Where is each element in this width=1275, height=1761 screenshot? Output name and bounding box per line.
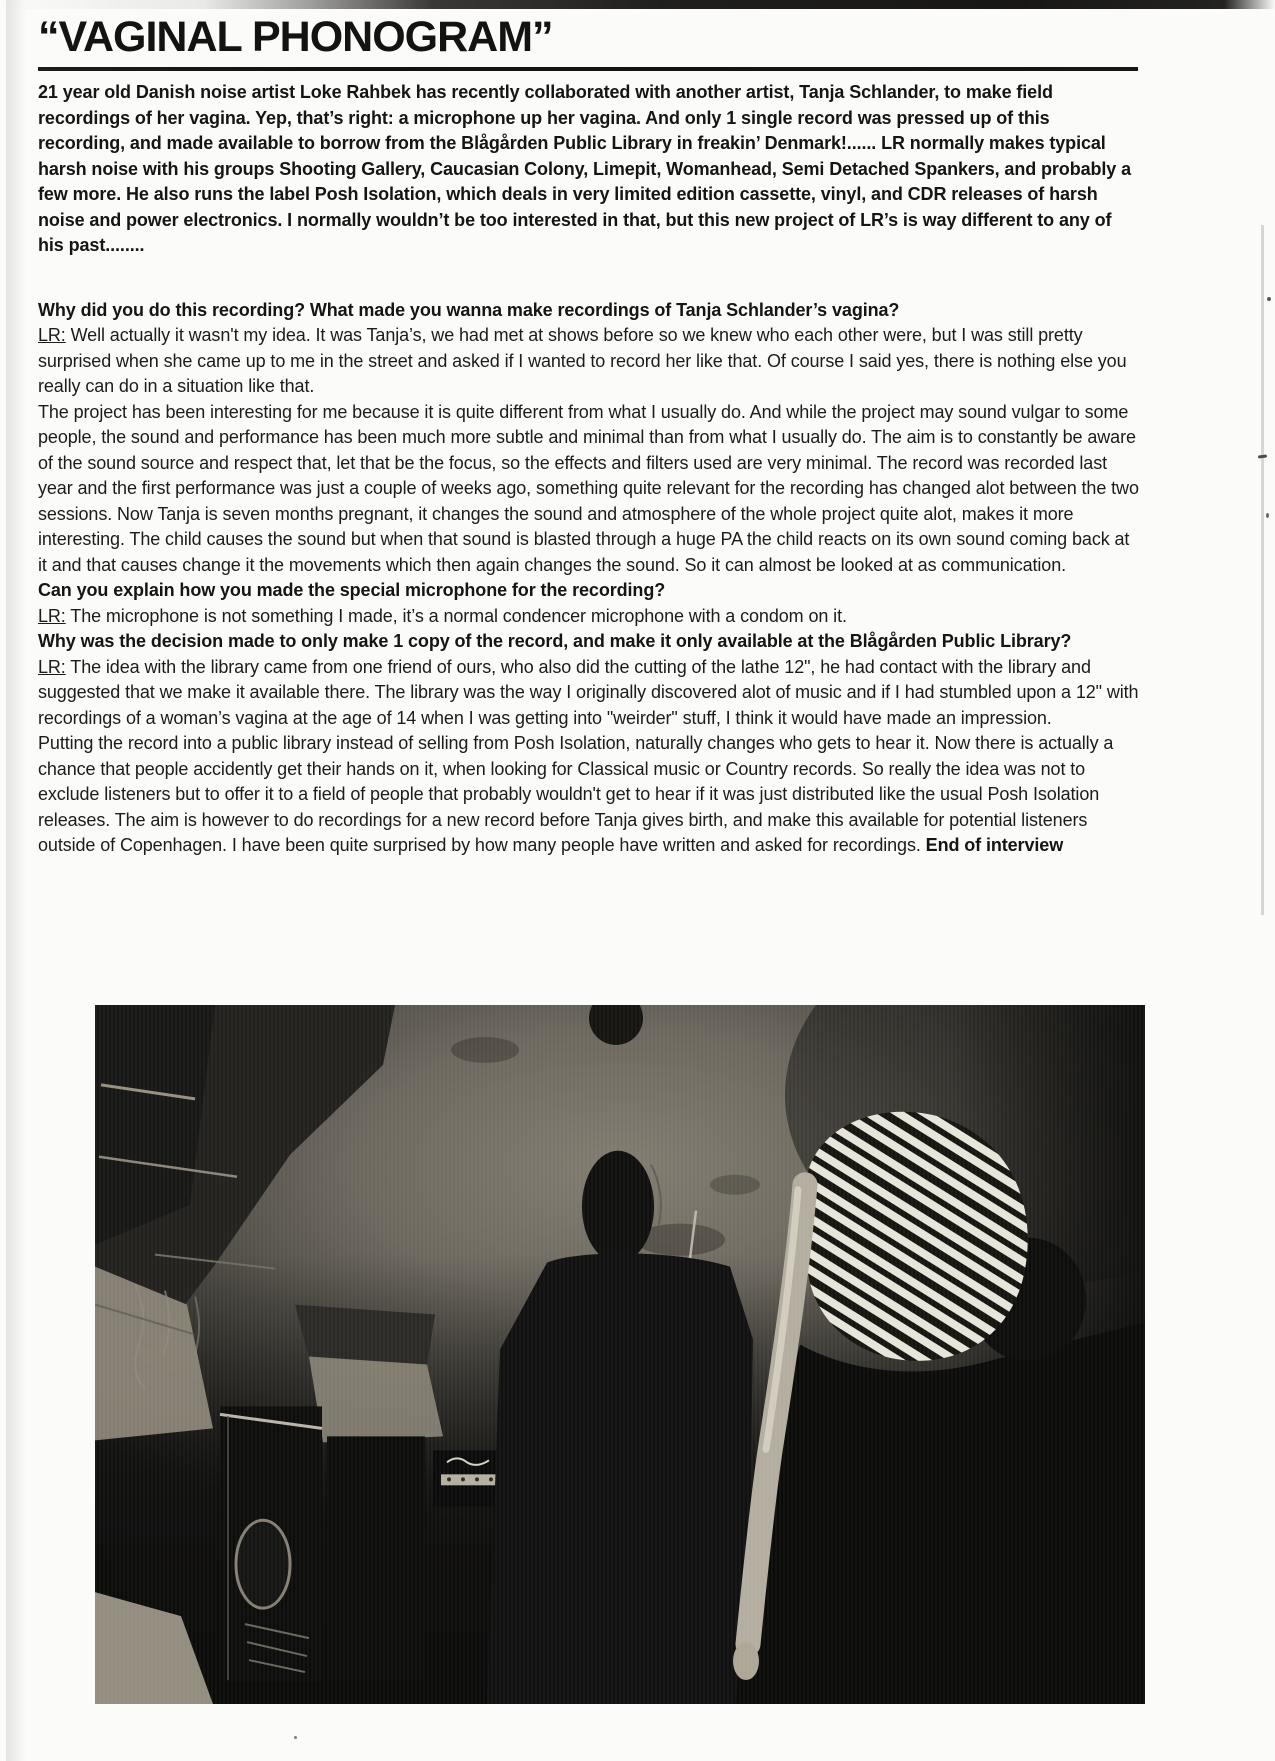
answer-1-paragraph-2: The project has been interesting for me because it is quite different from what I usually do. And while the project may sound vulgar to some people, the sound and performance has been much more subtle and minimal than from what I usually do. The aim is to constantly be aware of the sound source and respect that, let that be the focus, so the effects and filters used are very minimal. The record was recorded last year and the first performance was just a couple of weeks ago, something quite relevant for the recording has changed alot between the two sessions. Now Tanja is seven months pregnant, it changes the sound and atmosphere of the whole project quite alot, makes it more interesting. The child causes the sound but when that sound is blasted through a huge PA the child reacts on its own sound coming back at it and that causes change it the movements which then again changes the sound. So it can almost be looked at as communication. — [38, 401, 1139, 575]
scan-artifact-right-streak — [1261, 225, 1264, 915]
question-3: Why was the decision made to only make 1 copy of the record, and make it only available at the Blågården Public Library? — [38, 631, 1072, 651]
scan-speck — [1258, 454, 1267, 458]
answer-text: The idea with the library came from one friend of ours, who also did the cutting of the lathe 12", he had contact with the library and suggested that we make it available there. The library was the way I originally discovered alot of music and if I had stumbled upon a 12" with recordings of a woman’s vagina at the age of 14 when I was getting into "weirder" stuff, I think it would have made an impression. — [38, 656, 1139, 728]
lr-label: LR: — [38, 656, 66, 677]
halftone-texture — [95, 1005, 1145, 1704]
scan-speck — [1267, 297, 1271, 301]
answer-2-paragraph-1 — [38, 604, 1140, 630]
lr-label: LR: — [38, 325, 66, 345]
question-2: Can you explain how you made the special microphone for the recording? — [38, 580, 666, 600]
scan-artifact-top-band — [0, 0, 1275, 9]
lr-label: LR: — [38, 605, 66, 626]
intro-paragraph: 21 year old Danish noise artist Loke Rahbek has recently collaborated with another artist, Tanja Schlander, to make field recordings of her vagina. Yep, that’s right: a microphone up her vagina. And only 1 single record was pressed up of this recording, and made available to borrow from the Blågården Public Library in freakin’ Denmark!...... LR normally makes typical harsh noise with his groups Shooting Gallery, Caucasian Colony, Limepit, Womanhead, Semi Detached Spankers, and probably a few more. He also runs the label Posh Isolation, which deals in very limited edition cassette, vinyl, and CDR releases of harsh noise and power electronics. I normally wouldn’t be too interested in that, but this new project of LR’s is way different to any of his past........ — [38, 82, 1132, 255]
answer-3-paragraph-1 — [38, 655, 1140, 732]
performance-photo — [95, 1005, 1145, 1704]
answer-text: Well actually it wasn't my idea. It was Tanja’s, we had met at shows before so we knew who each other were, but I was still pretty surprised when she came up to me in the street and asked if I wanted to record her like that. Of course I said yes, there is nothing else you really can do in a situation like that. — [38, 325, 1127, 396]
scan-speck — [1266, 513, 1269, 518]
answer-1-paragraph-1 — [38, 323, 1140, 400]
question-1: Why did you do this recording? What made you wanna make recordings of Tanja Schlander’s vagina? — [38, 299, 900, 320]
answer-3-paragraph-2 — [38, 731, 1140, 859]
performance-photo-art — [95, 1005, 1145, 1704]
page-title: “VAGINAL PHONOGRAM” — [38, 13, 553, 61]
article-body — [38, 80, 1140, 859]
answer-text: Putting the record into a public library instead of selling from Posh Isolation, naturally changes who gets to hear it. Now there is actually a chance that people accidently get their hands on it, when looking for Classical music or Country records. So really the idea was not to exclude listeners but to offer it to a field of people that probably wouldn't get to hear if it was just distributed like the usual Posh Isolation releases. The aim is however to do recordings for a new record before Tanja gives birth, and make this available for potential listeners outside of Copenhagen. I have been quite surprised by how many people have written and asked for recordings. — [38, 733, 1114, 855]
end-of-interview-label: End of interview — [925, 835, 1064, 855]
answer-text: The microphone is not something I made, it’s a normal condencer microphone with a condom on it. — [65, 605, 847, 626]
scan-artifact-left-streak — [6, 0, 26, 1761]
scan-speck — [294, 1736, 297, 1739]
title-divider — [38, 67, 1138, 71]
